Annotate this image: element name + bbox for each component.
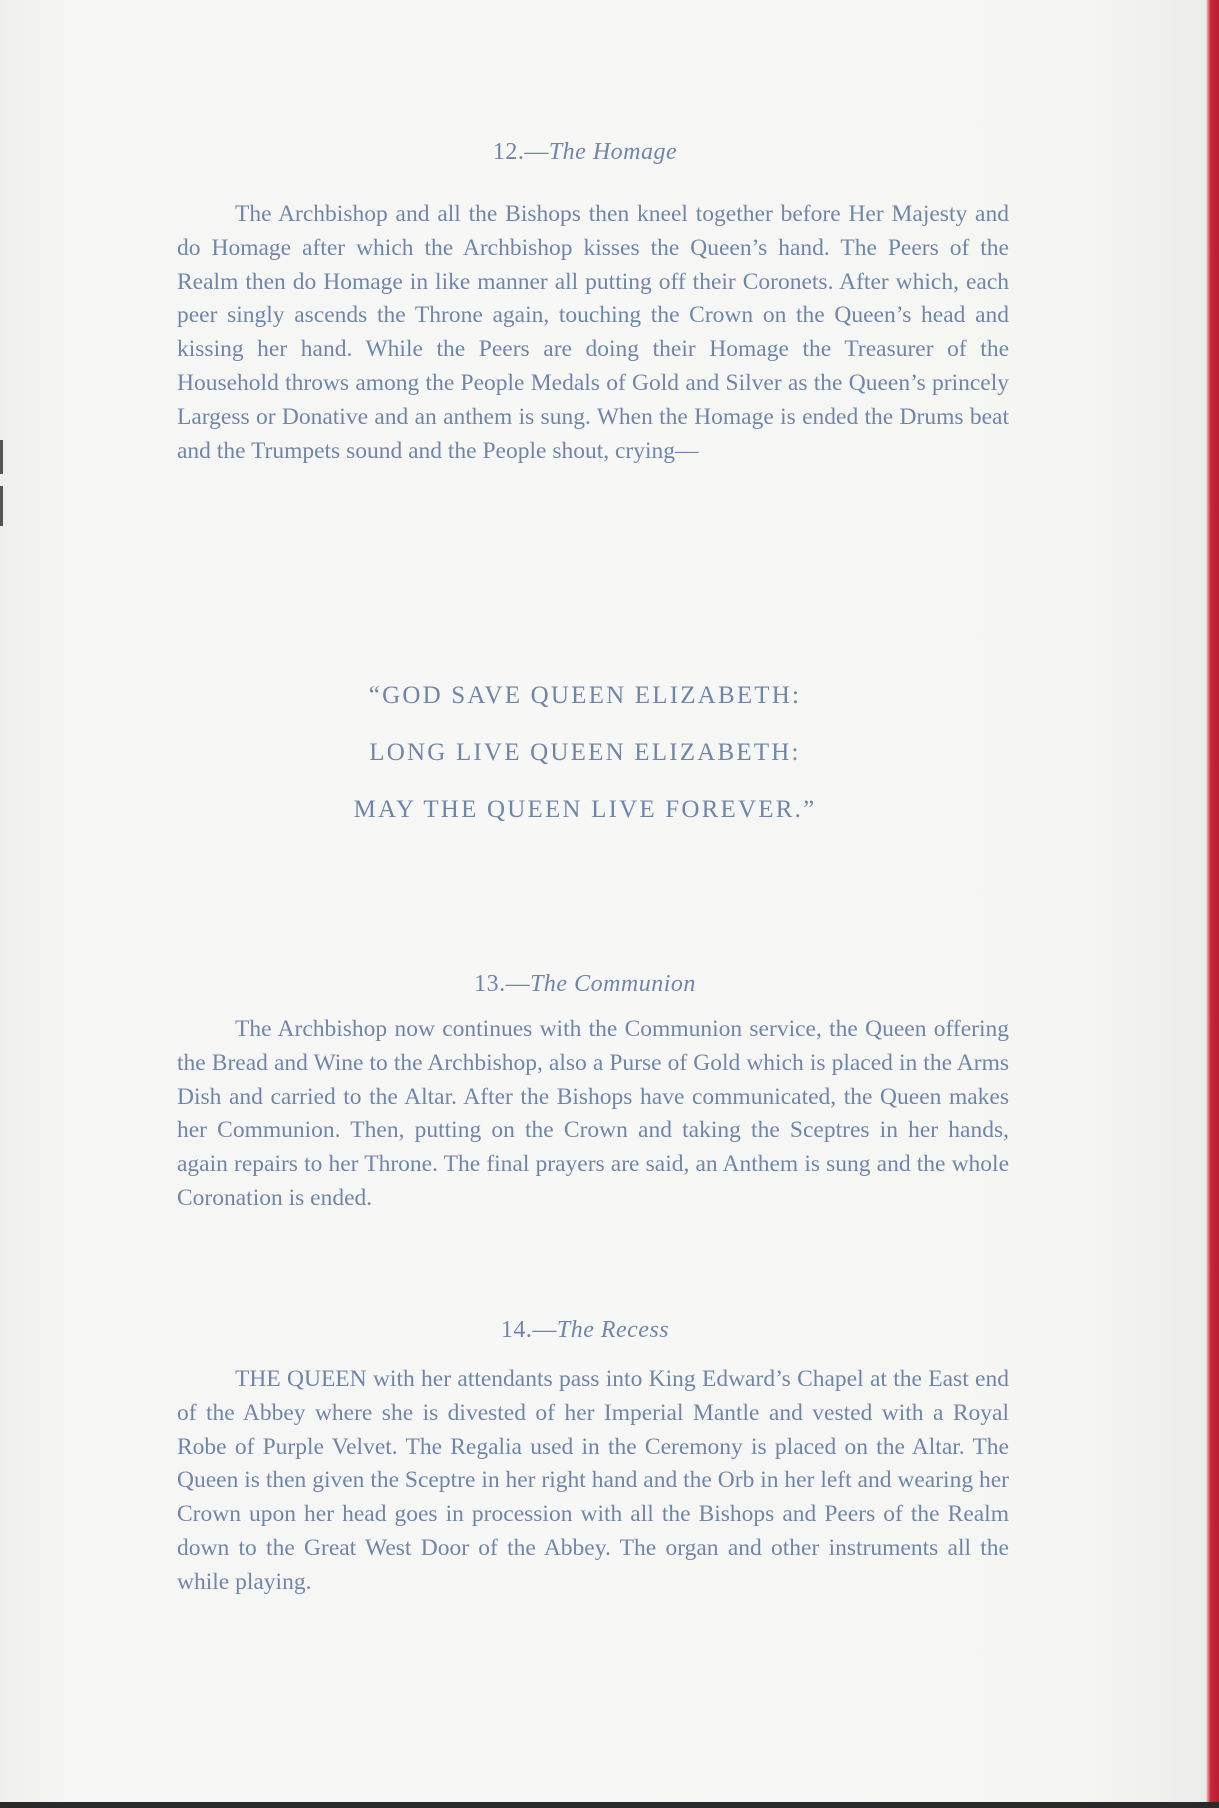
acclamation-line: LONG LIVE QUEEN ELIZABETH: bbox=[369, 739, 801, 766]
paragraph-recess: THE QUEEN with her attendants pass into King Edward’s Chapel at the East end of the Abbey where she is divested of her Imperial Mantle and vested with a Royal Robe of Purple Velvet. The Regalia used in the Ceremony is placed on the Altar. The Queen is then given the Sceptre in her right hand and the Orb in her left and wearing her Crown upon her head goes in procession with all the Bishops and Peers of the Realm down to the Great West Door of the Abbey. The organ and other instruments all the while playing. bbox=[177, 1366, 1009, 1595]
section-number: 12.— bbox=[492, 139, 549, 165]
section-title: The Recess bbox=[556, 1317, 670, 1343]
binding-staple bbox=[0, 486, 3, 526]
acclamation-line: “GOD SAVE QUEEN ELIZABETH: bbox=[368, 682, 802, 709]
section-title: The Homage bbox=[548, 139, 678, 165]
acclamation-block bbox=[0, 667, 1170, 838]
acclamation-line: MAY THE QUEEN LIVE FOREVER.” bbox=[353, 796, 817, 823]
section-heading-communion bbox=[0, 971, 1170, 998]
section-heading-homage bbox=[0, 139, 1170, 166]
scan-bottom-edge bbox=[0, 1802, 1219, 1808]
section-number: 13.— bbox=[474, 971, 531, 997]
paragraph-homage: The Archbishop and all the Bishops then kneel together before Her Majesty and do Homage after which the Archbishop kisses the Queen’s hand. The Peers of the Realm then do Homage in like manner all putting off their Coronets. After which, each peer singly ascends the Throne again, touching the Crown on the Queen’s head and kissing her hand. While the Peers are doing their Homage the Treasurer of the Household throws among the People Medals of Gold and Silver as the Queen’s princely Largess or Donative and an anthem is sung. When the Homage is ended the Drums beat and the Trumpets sound and the People shout, crying— bbox=[177, 201, 1009, 464]
paragraph-communion: The Archbishop now continues with the Communion service, the Queen offering the Bread and Wine to the Archbishop, also a Purse of Gold which is placed in the Arms Dish and carried to the Altar. After the Bishops have communicated, the Queen makes her Communion. Then, putting on the Crown and taking the Sceptres in her hands, again repairs to her Throne. The final prayers are said, an Anthem is sung and the whole Coronation is ended. bbox=[177, 1016, 1009, 1211]
section-heading-recess bbox=[0, 1317, 1170, 1344]
section-title: The Communion bbox=[530, 971, 696, 997]
cover-edge bbox=[1206, 0, 1219, 1808]
section-number: 14.— bbox=[500, 1317, 557, 1343]
binding-staple bbox=[0, 440, 3, 474]
